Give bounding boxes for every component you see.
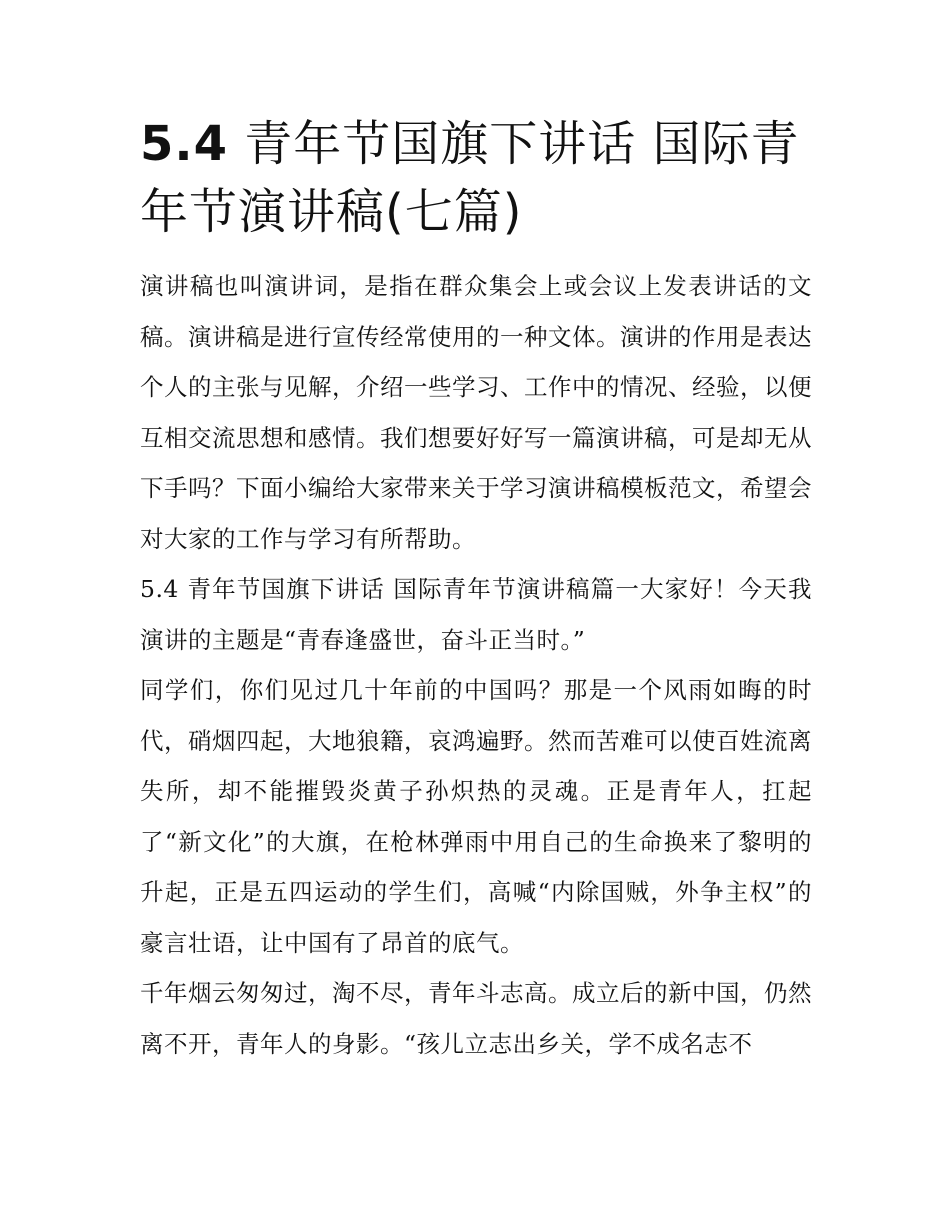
title-text: 青年节国旗下讲话 国际青年节演讲稿(七篇) xyxy=(140,116,800,240)
paragraph-speech-opening: 5.4 青年节国旗下讲话 国际青年节演讲稿篇一大家好！今天我演讲的主题是“青春逢盛世，奋斗正当时。” xyxy=(140,575,812,654)
document-page xyxy=(140,110,812,1069)
paragraph-new-china: 千年烟云匆匆过，淘不尽，青年斗志高。成立后的新中国，仍然离不开，青年人的身影。“孩儿立志出乡关，学不成名志不 xyxy=(140,979,812,1058)
paragraph-history: 同学们，你们见过几十年前的中国吗？那是一个风雨如晦的时代，硝烟四起，大地狼籍，哀鸿遍野。然而苦难可以使百姓流离失所，却不能摧毁炎黄子孙炽热的灵魂。正是青年人，扛起了“新文化”的大旗，在枪林弹雨中用自己的生命换来了黎明的升起，正是五四运动的学生们，高喊“内除国贼，外争主权”的豪言壮语，让中国有了昂首的底气。 xyxy=(140,676,812,957)
document-body xyxy=(140,261,812,1069)
title-number: 5.4 xyxy=(140,116,229,172)
document-title xyxy=(140,110,812,246)
paragraph-intro: 演讲稿也叫演讲词，是指在群众集会上或会议上发表讲话的文稿。演讲稿是进行宣传经常使用的一种文体。演讲的作用是表达个人的主张与见解，介绍一些学习、工作中的情况、经验，以便互相交流思想和感情。我们想要好好写一篇演讲稿，可是却无从下手吗？下面小编给大家带来关于学习演讲稿模板范文，希望会对大家的工作与学习有所帮助。 xyxy=(140,272,812,553)
